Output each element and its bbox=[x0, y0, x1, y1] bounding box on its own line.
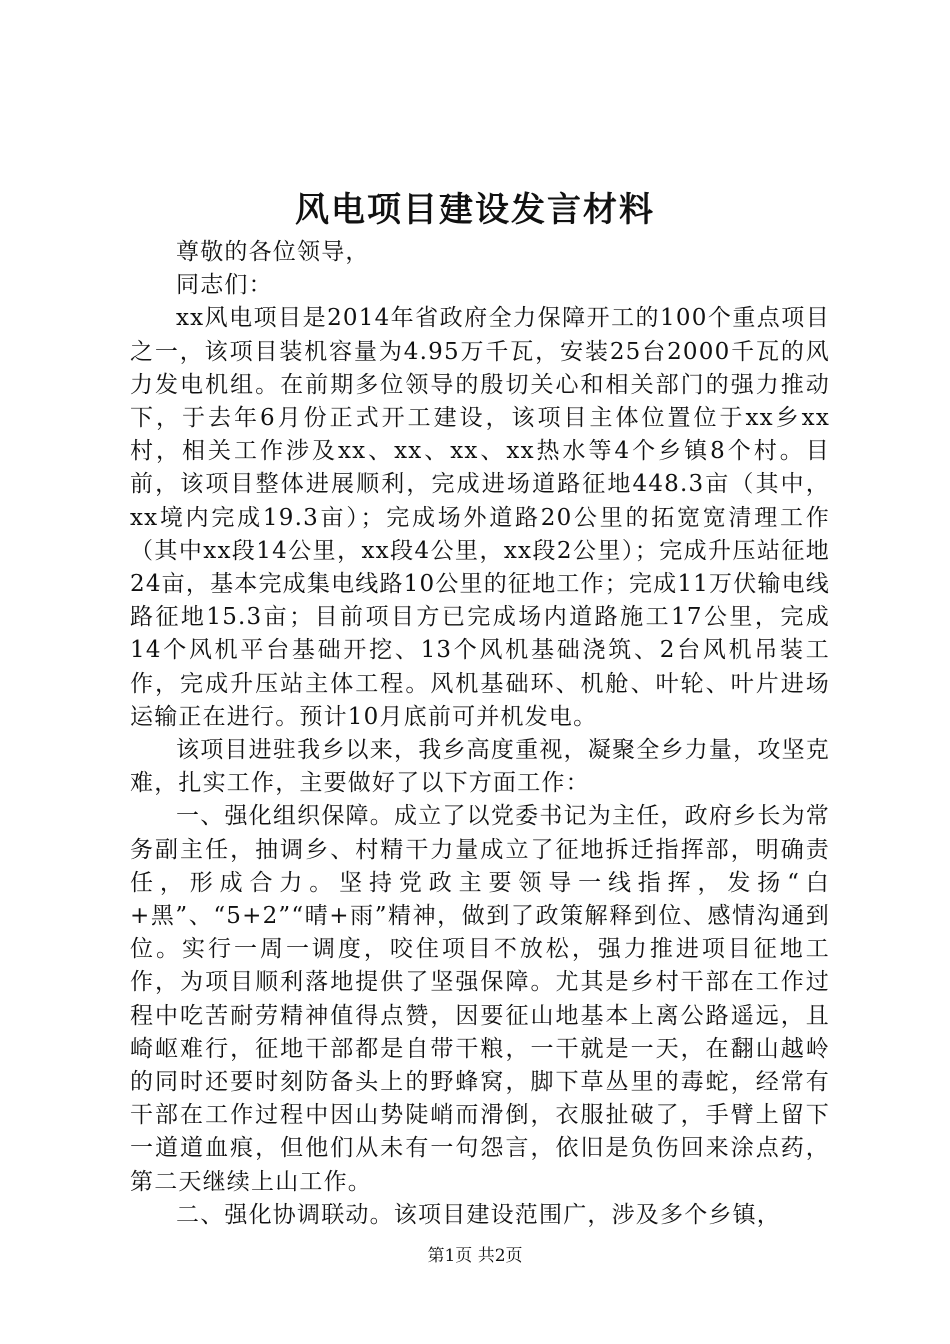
paragraph-project-overview: xx风电项目是2014年省政府全力保障开工的100个重点项目之一，该项目装机容量为4.95万千瓦，安装25台2000千瓦的风力发电机组。在前期多位领导的殷切关心和相关部门的强力推动下，于去年6月份正式开工建设，该项目主体位置位于xx乡xx村，相关工作涉及xx、xx、xx、xx热水等4个乡镇8个村。目前，该项目整体进展顺利，完成进场道路征地448.3亩（其中，xx境内完成19.3亩）；完成场外道路20公里的拓宽宽清理工作（其中xx段14公里，xx段4公里，xx段2公里）；完成升压站征地24亩，基本完成集电线路10公里的征地工作；完成11万伏输电线路征地15.3亩；目前项目方已完成场内道路施工17公里，完成14个风机平台基础开挖、13个风机基础浇筑、2台风机吊装工作，完成升压站主体工程。风机基础环、机舱、叶轮、叶片进场运输正在进行。预计10月底前可并机发电。 bbox=[130, 305, 830, 730]
salutation-comrades: 同志们： bbox=[176, 272, 273, 299]
paragraph-coordination: 二、强化协调联动。该项目建设范围广，涉及多个乡镇， bbox=[176, 1201, 781, 1228]
page-footer: 第1页 共2页 bbox=[427, 1246, 523, 1266]
paragraph-work-intro: 该项目进驻我乡以来，我乡高度重视，凝聚全乡力量，攻坚克难，扎实工作，主要做好了以下方面工作： bbox=[130, 737, 830, 797]
document-body bbox=[130, 236, 830, 1232]
document-title: 风电项目建设发言材料 bbox=[295, 190, 655, 230]
salutation-leaders: 尊敬的各位领导， bbox=[176, 239, 370, 265]
paragraph-organization: 一、强化组织保障。成立了以党委书记为主任，政府乡长为常务副主任，抽调乡、村精干力量成立了征地拆迁指挥部，明确责任，形成合力。坚持党政主要领导一线指挥，发扬“白+黑”、“5+2”“晴+雨”精神，做到了政策解释到位、感情沟通到位。实行一周一调度，咬住项目不放松，强力推进项目征地工作，为项目顺利落地提供了坚强保障。尤其是乡村干部在工作过程中吃苦耐劳精神值得点赞，因要征山地基本上离公路遥远，且崎岖难行，征地干部都是自带干粮，一干就是一天，在翻山越岭的同时还要时刻防备头上的野蜂窝，脚下草丛里的毒蛇，经常有干部在工作过程中因山势陡峭而滑倒，衣服扯破了，手臂上留下一道道血痕，但他们从未有一句怨言，依旧是负伤回来涂点药，第二天继续上山工作。 bbox=[130, 803, 830, 1195]
